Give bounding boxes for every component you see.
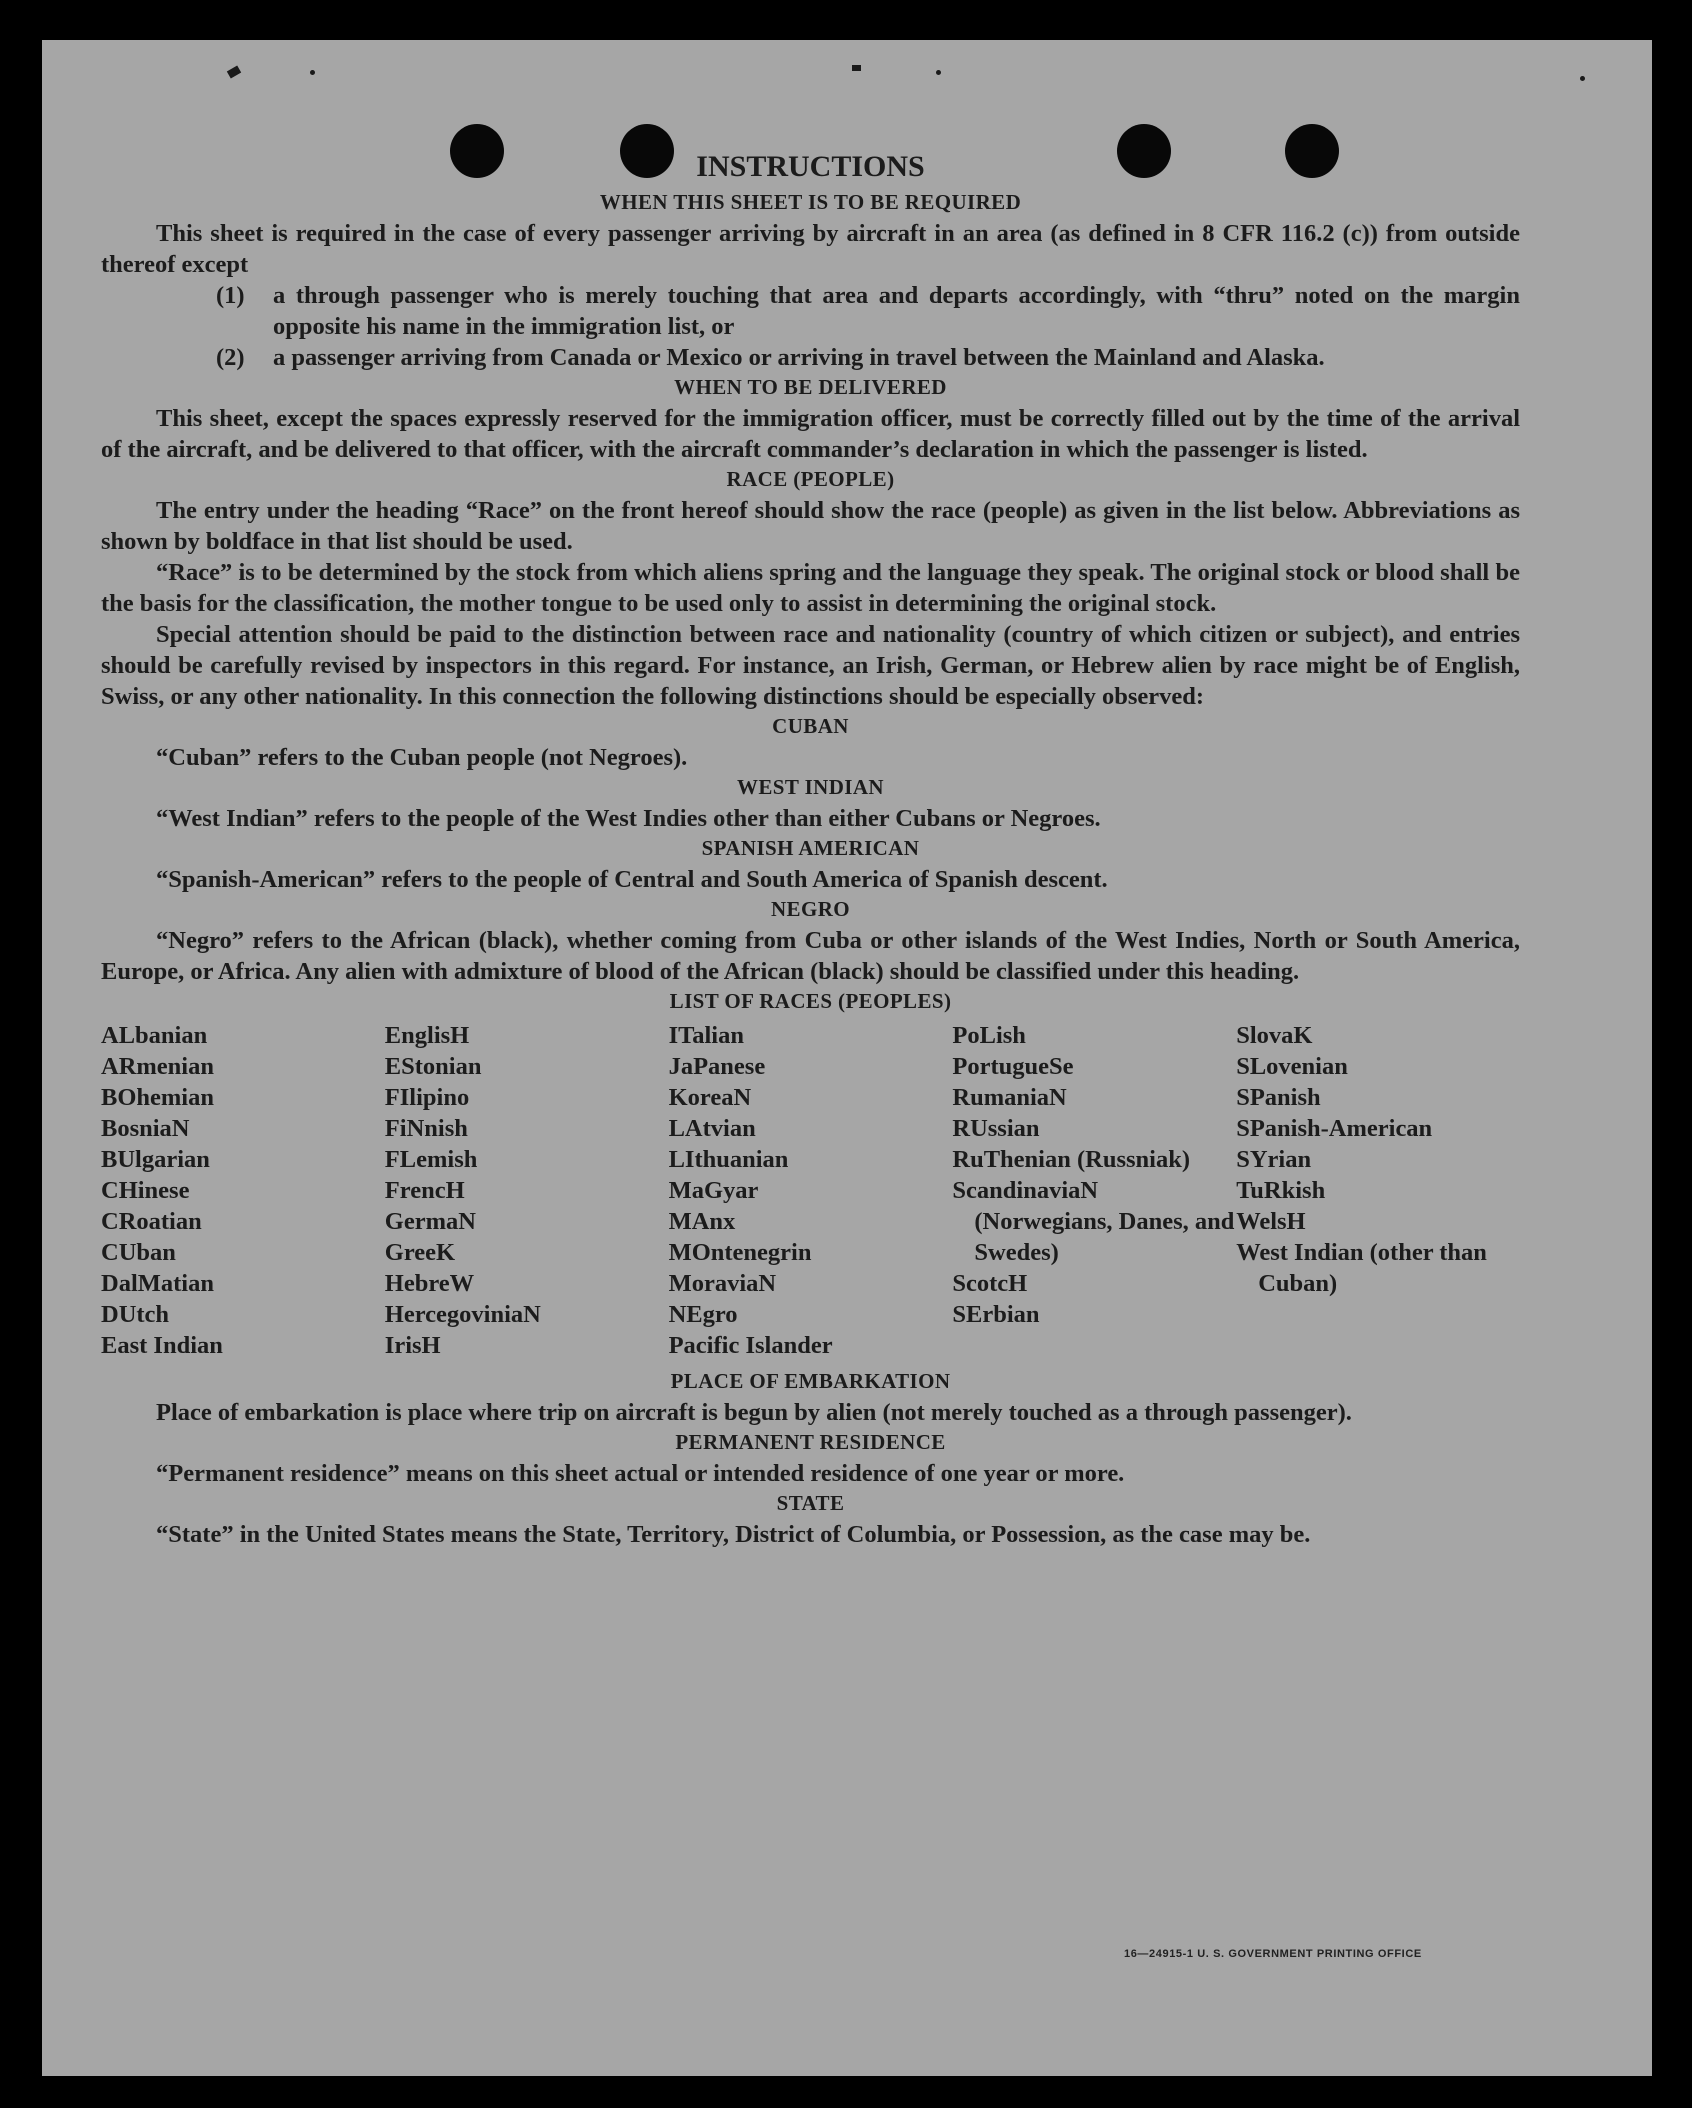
scan-speck xyxy=(1580,76,1585,81)
section-text: “Cuban” refers to the Cuban people (not Negroes). xyxy=(156,744,688,771)
race-entry: LAtvian xyxy=(668,1115,756,1142)
race-entry: CRoatian xyxy=(101,1208,202,1235)
section-text: “Negro” refers to the African (black), whether coming from Cuba or other islands of the West Indies, North or South America, Europe, or Africa. Any alien with admixture of blood of the African (black) should be classified under this heading. xyxy=(101,927,1520,985)
scan-speck xyxy=(936,70,941,75)
race-entry: ARmenian xyxy=(101,1053,214,1080)
race-entry: IrisH xyxy=(384,1332,441,1359)
race-entry: PoLish xyxy=(952,1022,1026,1049)
section-heading: PERMANENT RESIDENCE xyxy=(675,1430,946,1454)
race-entry: ScotcH xyxy=(952,1270,1028,1297)
item-number: (2) xyxy=(216,344,245,371)
section-heading: WHEN THIS SHEET IS TO BE REQUIRED xyxy=(599,190,1022,214)
section-heading: WEST INDIAN xyxy=(737,775,884,799)
race-entry: RUssian xyxy=(952,1115,1040,1142)
section-heading: CUBAN xyxy=(772,714,849,738)
section-heading: STATE xyxy=(776,1491,845,1515)
race-entry: RuThenian (Russniak) xyxy=(952,1146,1190,1173)
list-item xyxy=(216,280,1520,342)
section-heading: SPANISH AMERICAN xyxy=(701,836,920,860)
race-entry: SYrian xyxy=(1236,1146,1312,1173)
race-entry: BosniaN xyxy=(101,1115,190,1142)
race-entry: EStonian xyxy=(384,1053,482,1080)
race-entry: ScandinaviaN (Norwegians, Danes, and Swedes) xyxy=(952,1177,1235,1266)
race-entry: SPanish-American xyxy=(1236,1115,1433,1142)
race-entry: FrencH xyxy=(384,1177,465,1204)
scan-speck xyxy=(310,70,315,75)
race-entry: SErbian xyxy=(952,1301,1040,1328)
race-entry: CUban xyxy=(101,1239,176,1266)
race-entry: SPanish xyxy=(1236,1084,1321,1111)
item-text: a passenger arriving from Canada or Mexico or arriving in travel between the Mainland and Alaska. xyxy=(273,344,1325,371)
race-entry: HercegoviniaN xyxy=(384,1301,541,1328)
printer-imprint: 16—24915-1 U. S. GOVERNMENT PRINTING OFFICE xyxy=(1124,1948,1422,1960)
race-entry: FiNnish xyxy=(384,1115,468,1142)
race-entry: CHinese xyxy=(101,1177,190,1204)
race-entry: DalMatian xyxy=(101,1270,214,1297)
race-entry: FIlipino xyxy=(384,1084,470,1111)
race-column xyxy=(385,1020,669,1361)
race-entry: East Indian xyxy=(101,1332,223,1359)
list-item xyxy=(216,342,1520,373)
race-entry: West Indian (other than Cuban) xyxy=(1236,1239,1487,1297)
race-entry: GermaN xyxy=(384,1208,476,1235)
race-entry: BUlgarian xyxy=(101,1146,210,1173)
race-entry: JaPanese xyxy=(668,1053,766,1080)
race-entry: SLovenian xyxy=(1236,1053,1348,1080)
section-text: “Race” is to be determined by the stock from which aliens spring and the language they speak. The original stock or blood shall be the basis for the classification, the mother tongue to be used only to assist in determining the original stock. xyxy=(101,559,1520,617)
section-text: “State” in the United States means the State, Territory, District of Columbia, or Possession, as the case may be. xyxy=(156,1521,1311,1548)
race-entry: DUtch xyxy=(101,1301,170,1328)
race-entry: Pacific Islander xyxy=(668,1332,833,1359)
section-heading: LIST OF RACES (PEOPLES) xyxy=(669,989,952,1013)
section-text: “Spanish-American” refers to the people of Central and South America of Spanish descent. xyxy=(156,866,1108,893)
section-text: Place of embarkation is place where trip on aircraft is begun by alien (not merely touched as a through passenger). xyxy=(156,1399,1352,1426)
race-entry: LIthuanian xyxy=(668,1146,789,1173)
item-text: a through passenger who is merely touching that area and departs accordingly, with “thru” noted on the margin opposite his name in the immigration list, or xyxy=(273,282,1520,340)
section-text: Special attention should be paid to the distinction between race and nationality (country of which citizen or subject), and entries should be carefully revised by inspectors in this regard. For instance, an Irish, German, or Hebrew alien by race might be of English, Swiss, or any other nationality. In this connection the following distinctions should be especially observed: xyxy=(101,621,1520,710)
race-entry: NEgro xyxy=(668,1301,738,1328)
race-entry: MOntenegrin xyxy=(668,1239,812,1266)
section-text: “West Indian” refers to the people of the West Indies other than either Cubans or Negroes. xyxy=(156,805,1101,832)
race-column xyxy=(669,1020,953,1361)
instructions-content xyxy=(101,150,1520,1550)
race-list xyxy=(101,1020,1520,1361)
race-entry: FLemish xyxy=(384,1146,478,1173)
page-title: INSTRUCTIONS xyxy=(696,150,925,183)
scan-speck xyxy=(852,65,861,71)
section-heading: NEGRO xyxy=(770,897,850,921)
section-text: This sheet, except the spaces expressly reserved for the immigration officer, must be correctly filled out by the time of the arrival of the aircraft, and be delivered to that officer, with the aircraft commander’s declaration in which the passenger is listed. xyxy=(101,405,1520,463)
race-column xyxy=(1236,1020,1520,1361)
race-entry: ALbanian xyxy=(101,1022,208,1049)
section-text: This sheet is required in the case of every passenger arriving by aircraft in an area (as defined in 8 CFR 116.2 (c)) from outside thereof except xyxy=(101,220,1520,278)
section-heading: RACE (PEOPLE) xyxy=(726,467,895,491)
race-entry: MoraviaN xyxy=(668,1270,777,1297)
race-entry: WelsH xyxy=(1236,1208,1306,1235)
race-entry: MAnx xyxy=(668,1208,736,1235)
race-entry: BOhemian xyxy=(101,1084,214,1111)
race-entry: EnglisH xyxy=(384,1022,470,1049)
section-text: “Permanent residence” means on this sheet actual or intended residence of one year or more. xyxy=(156,1460,1125,1487)
race-entry: PortugueSe xyxy=(952,1053,1074,1080)
race-entry: RumaniaN xyxy=(952,1084,1067,1111)
section-heading: WHEN TO BE DELIVERED xyxy=(674,375,947,399)
race-entry: GreeK xyxy=(384,1239,456,1266)
race-entry: ITalian xyxy=(668,1022,744,1049)
race-entry: TuRkish xyxy=(1236,1177,1326,1204)
race-entry: SlovaK xyxy=(1236,1022,1313,1049)
race-entry: HebreW xyxy=(384,1270,475,1297)
race-column xyxy=(101,1020,385,1361)
section-heading: PLACE OF EMBARKATION xyxy=(670,1369,951,1393)
scan-speck xyxy=(227,66,241,79)
race-entry: MaGyar xyxy=(668,1177,759,1204)
race-entry: KoreaN xyxy=(668,1084,752,1111)
race-column xyxy=(952,1020,1236,1361)
section-text: The entry under the heading “Race” on the front hereof should show the race (people) as given in the list below. Abbreviations as shown by boldface in that list should be used. xyxy=(101,497,1520,555)
item-number: (1) xyxy=(216,282,245,309)
